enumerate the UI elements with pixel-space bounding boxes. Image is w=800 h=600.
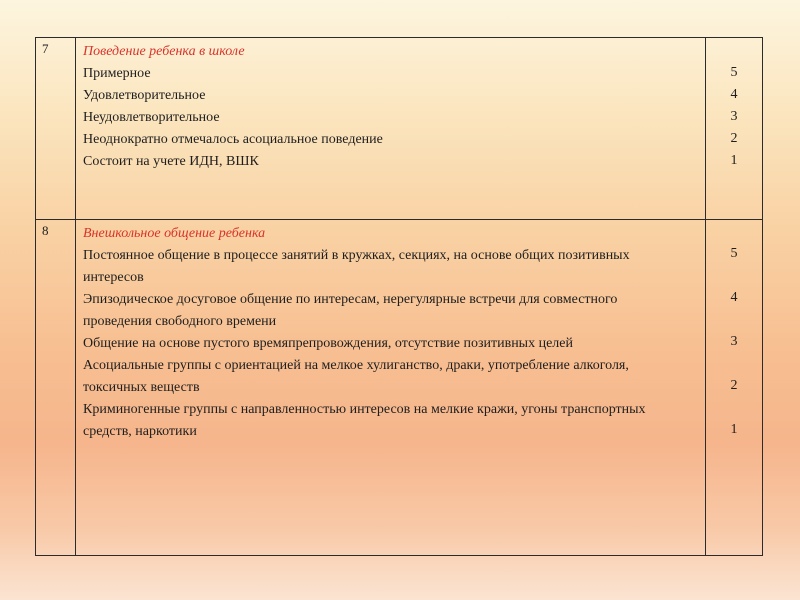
score-value: 5 — [730, 65, 738, 80]
list-item: Удовлетворительное — [83, 88, 206, 103]
row-description — [76, 220, 706, 556]
section-title: Поведение ребенка в школе — [83, 44, 245, 59]
list-item: Неоднократно отмечалось асоциальное поведение — [83, 132, 383, 147]
score-value: 3 — [730, 334, 738, 349]
list-item: Примерное — [83, 66, 151, 81]
score-value: 3 — [730, 109, 738, 124]
list-item: Криминогенные группы с направленностью интересов на мелкие кражи, угоны транспортных средств, наркотики — [83, 402, 646, 439]
score-value: 2 — [730, 131, 738, 146]
table-row — [36, 38, 763, 220]
score-value: 5 — [730, 246, 738, 261]
row-number: 8 — [36, 220, 76, 556]
score-value: 1 — [730, 153, 738, 168]
section-title: Внешкольное общение ребенка — [83, 226, 266, 241]
list-item: Состоит на учете ИДН, ВШК — [83, 154, 259, 169]
row-description — [76, 38, 706, 220]
assessment-table — [35, 37, 763, 556]
score-value: 4 — [730, 87, 738, 102]
score-value: 1 — [730, 422, 738, 437]
score-value: 4 — [730, 290, 738, 305]
score-column — [706, 38, 763, 220]
list-item: Постоянное общение в процессе занятий в кружках, секциях, на основе общих позитивных интересов — [83, 248, 630, 285]
list-item: Эпизодическое досуговое общение по интересам, нерегулярные встречи для совместного проведения свободного времени — [83, 292, 618, 329]
score-column — [706, 220, 763, 556]
list-item: Неудовлетворительное — [83, 110, 220, 125]
list-item: Общение на основе пустого времяпрепровождения, отсутствие позитивных целей — [83, 336, 573, 351]
list-item: Асоциальные группы с ориентацией на мелкое хулиганство, драки, употребление алкоголя, токсичных веществ — [83, 358, 629, 395]
row-number: 7 — [36, 38, 76, 220]
score-value: 2 — [730, 378, 738, 393]
table-row — [36, 220, 763, 556]
